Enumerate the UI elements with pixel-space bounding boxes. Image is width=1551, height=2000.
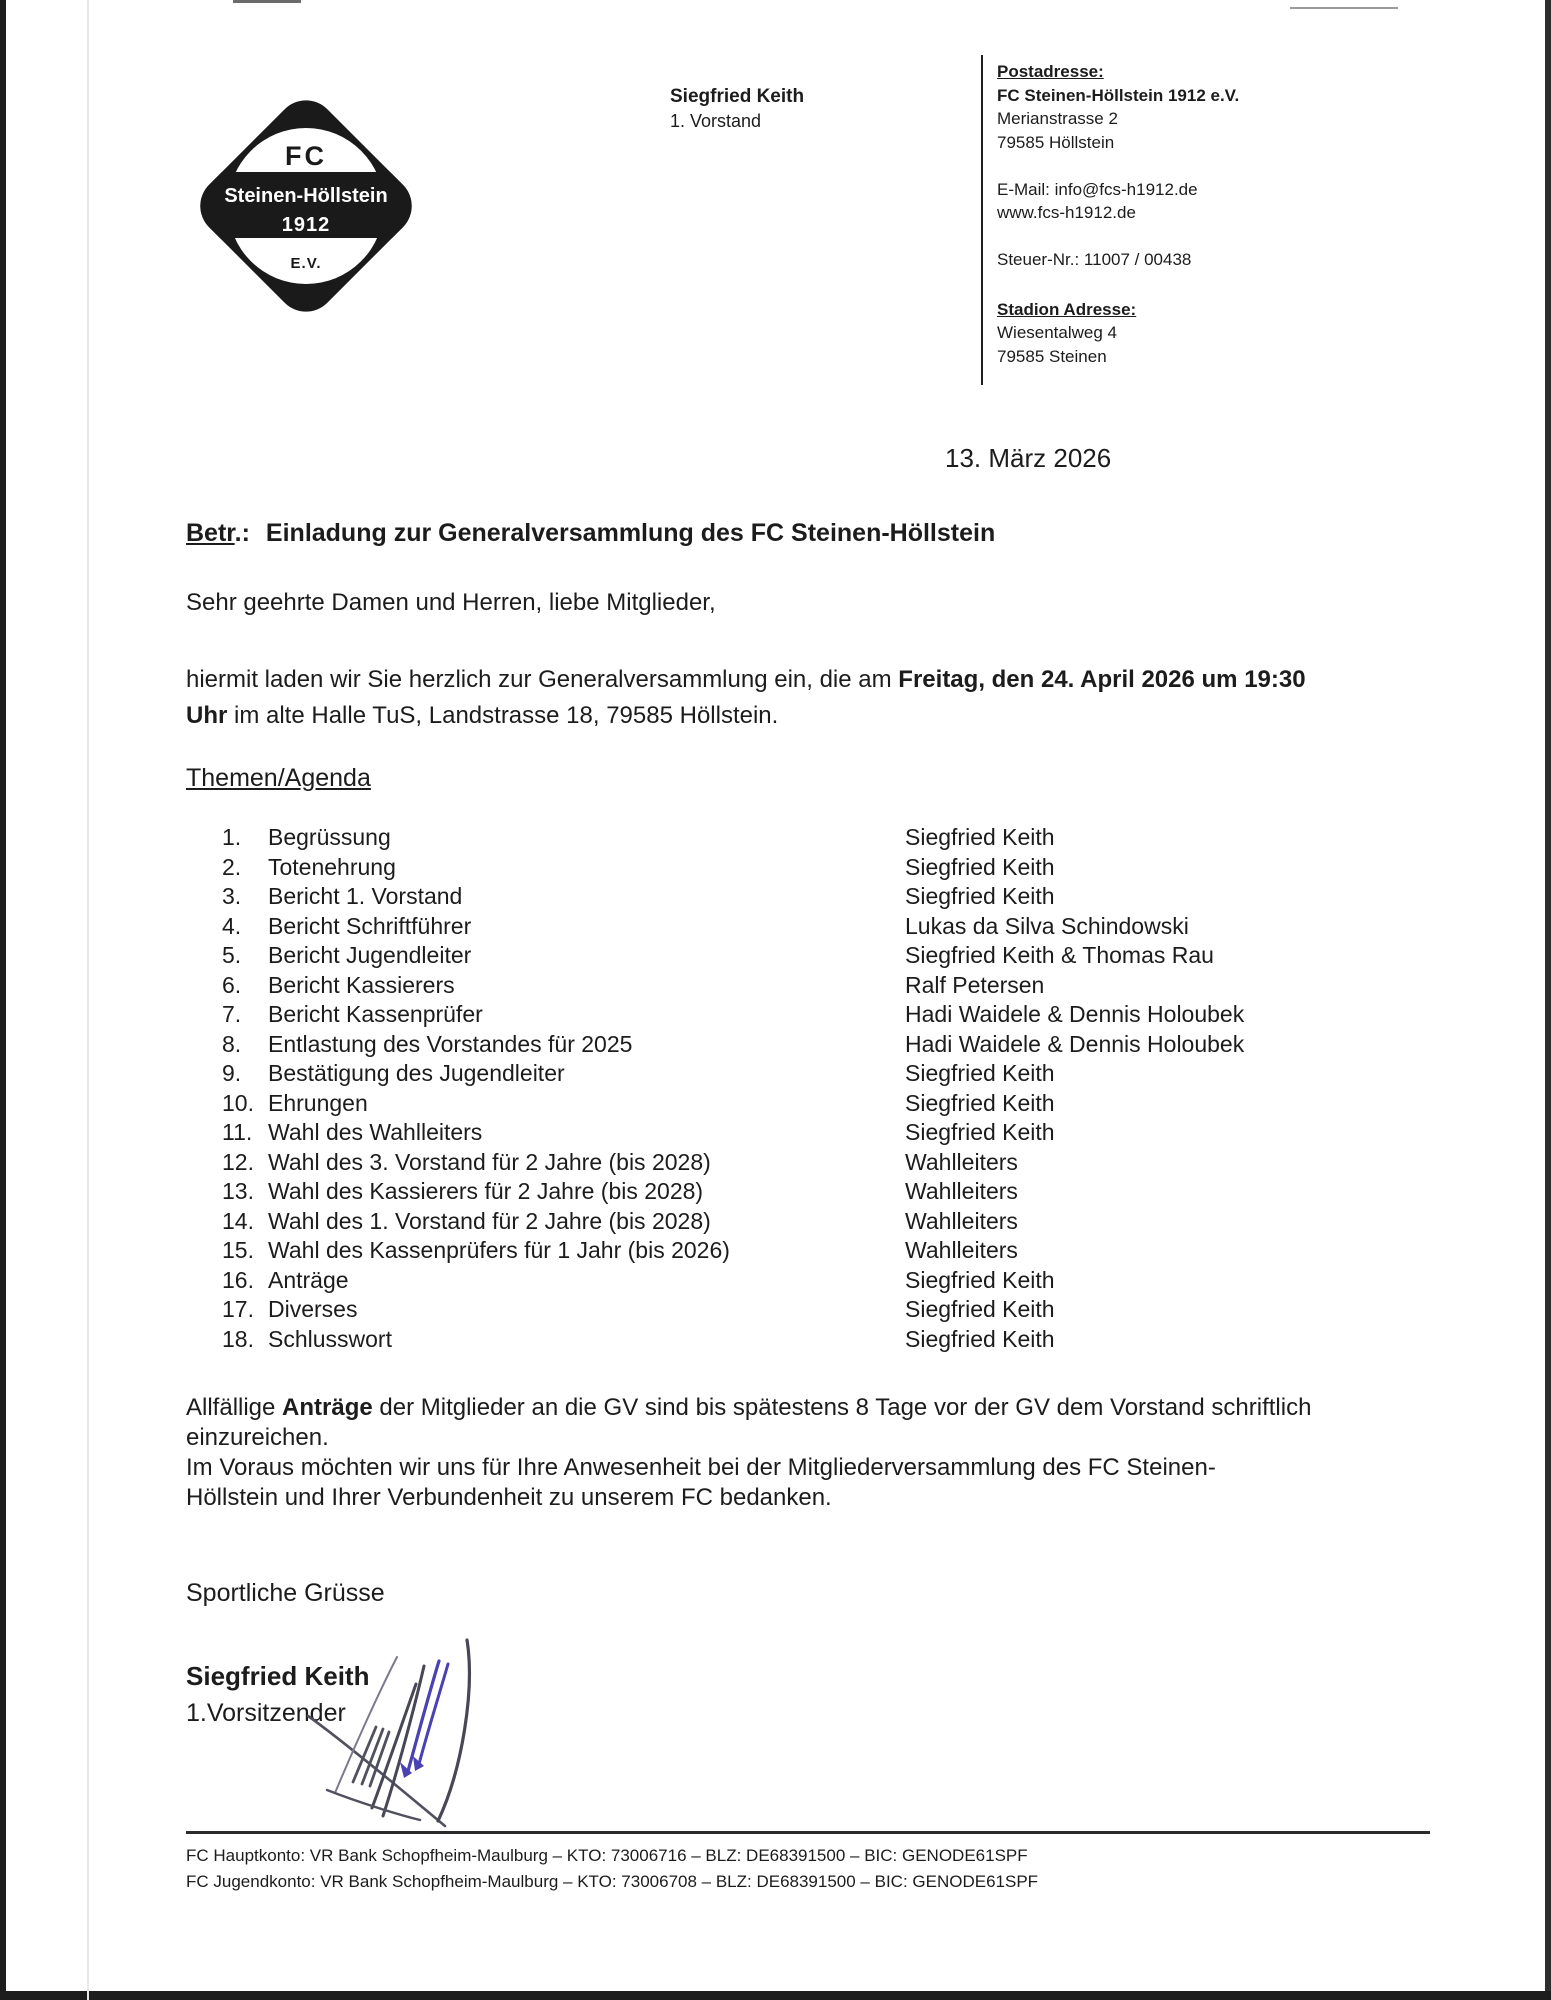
agenda-row [222, 1089, 1422, 1119]
postal-city: 79585 Höllstein [997, 132, 1115, 152]
notes-line-4: Höllstein und Ihrer Verbundenheit zu unserem FC bedanken. [186, 1484, 832, 1511]
sender-name: Siegfried Keith [670, 86, 805, 107]
agenda-presenter: Siegfried Keith [905, 1089, 1055, 1116]
agenda-number: 10. [222, 1089, 254, 1116]
agenda-row [222, 853, 1422, 883]
logo-year: 1912 [281, 214, 331, 236]
agenda-number: 15. [222, 1237, 254, 1263]
agenda-presenter: Wahlleiters [905, 1178, 1018, 1204]
agenda-topic: Bericht Kassierers [268, 971, 455, 998]
intro-line-1 [186, 662, 1486, 698]
agenda-presenter: Siegfried Keith [905, 1119, 1055, 1145]
agenda-topic: Totenehrung [268, 853, 396, 880]
agenda-topic: Anträge [268, 1266, 349, 1293]
letter-date: 13. März 2026 [945, 443, 1112, 473]
salutation: Sehr geehrte Damen und Herren, liebe Mitglieder, [186, 589, 716, 616]
notes-text: der Mitglieder an die GV sind bis spätestens 8 Tage vor der GV dem Vorstand schriftlich [372, 1394, 1312, 1421]
address-divider-line [981, 55, 983, 385]
address-block [997, 60, 1317, 368]
closing-greeting: Sportliche Grüsse [186, 1579, 385, 1607]
agenda-row [222, 882, 1422, 912]
agenda-presenter: Siegfried Keith [905, 883, 1055, 909]
subject-text: Einladung zur Generalversammlung des FC Steinen-Höllstein [265, 519, 996, 547]
footer-rule [186, 1831, 1430, 1834]
intro-paragraph [186, 662, 1486, 733]
notes-line-1 [186, 1393, 1506, 1423]
agenda-topic: Wahl des Kassierers für 2 Jahre (bis 2028) [268, 1178, 704, 1204]
agenda-row [222, 1266, 1422, 1296]
agenda-row [222, 1030, 1422, 1060]
tax-number: Steuer-Nr.: 11007 / 00438 [997, 250, 1192, 269]
agenda-topic: Ehrungen [268, 1089, 368, 1116]
bank-footer [186, 1843, 1038, 1895]
agenda-row [222, 1207, 1422, 1237]
agenda-row [222, 1118, 1422, 1148]
subject-line [186, 519, 995, 548]
agenda-row [222, 1325, 1422, 1355]
postal-email: E-Mail: info@fcs-h1912.de [997, 179, 1198, 199]
postal-web: www.fcs-h1912.de [997, 203, 1136, 222]
intro-line-2 [186, 698, 1486, 734]
agenda-presenter: Ralf Petersen [905, 971, 1045, 998]
agenda-row [222, 823, 1422, 853]
agenda-heading: Themen/Agenda [186, 764, 371, 792]
scan-edge-left [0, 0, 6, 2000]
agenda-number: 17. [222, 1296, 254, 1322]
bank-account-youth: FC Jugendkonto: VR Bank Schopfheim-Maulburg – KTO: 73006708 – BLZ: DE68391500 – BIC: GENODE61SPF [186, 1872, 1039, 1891]
agenda-presenter: Wahlleiters [905, 1148, 1018, 1175]
agenda-presenter: Siegfried Keith [905, 824, 1055, 850]
sender-block [670, 84, 804, 134]
agenda-topic: Bericht Kassenprüfer [268, 1001, 483, 1027]
meeting-datetime: Freitag, den 24. April 2026 um 19:30 [898, 666, 1306, 693]
scan-edge-right [1545, 0, 1551, 2000]
agenda-row [222, 912, 1422, 942]
agenda-topic: Bestätigung des Jugendleiter [268, 1060, 565, 1086]
sender-role: 1. Vorstand [670, 111, 762, 131]
bank-account-main: FC Hauptkonto: VR Bank Schopfheim-Maulburg – KTO: 73006716 – BLZ: DE68391500 – BIC: GENODE61SPF [186, 1846, 1028, 1865]
agenda-topic: Begrüssung [268, 824, 391, 850]
agenda-topic: Entlastung des Vorstandes für 2025 [268, 1030, 633, 1057]
agenda-topic: Wahl des 3. Vorstand für 2 Jahre (bis 2028) [268, 1148, 711, 1175]
scan-artifact [233, 0, 301, 3]
agenda-presenter: Siegfried Keith [905, 1296, 1055, 1322]
agenda-number: 7. [222, 1001, 242, 1027]
agenda-number: 8. [222, 1030, 242, 1057]
agenda-number: 11. [222, 1119, 253, 1145]
agenda-topic: Schlusswort [268, 1325, 392, 1352]
club-logo [188, 88, 424, 324]
postal-org: FC Steinen-Höllstein 1912 e.V. [997, 85, 1240, 105]
agenda-number: 16. [222, 1266, 254, 1293]
agenda-row [222, 1000, 1422, 1030]
agenda-presenter: Siegfried Keith [905, 1060, 1055, 1086]
notes-line-2: einzureichen. [186, 1424, 329, 1451]
subject-label: Betr [186, 519, 235, 547]
agenda-number: 4. [222, 912, 242, 939]
agenda-row [222, 1148, 1422, 1178]
agenda-number: 2. [222, 853, 242, 880]
scan-artifact [1290, 7, 1398, 9]
agenda-presenter: Siegfried Keith [905, 1266, 1055, 1293]
postal-address-heading: Postadresse: [997, 62, 1104, 81]
logo-fc-text: FC [285, 141, 327, 171]
agenda-row [222, 1236, 1422, 1266]
meeting-datetime-cont: Uhr [186, 701, 228, 729]
notes-antraege: Anträge [282, 1394, 373, 1421]
agenda-presenter: Wahlleiters [905, 1207, 1018, 1234]
agenda-list [222, 823, 1422, 1354]
intro-text: hiermit laden wir Sie herzlich zur Generalversammlung ein, die am [186, 666, 899, 693]
notes-line-3: Im Voraus möchten wir uns für Ihre Anwesenheit bei der Mitgliederversammlung des FC Steinen- [186, 1454, 1216, 1481]
agenda-row [222, 941, 1422, 971]
notes-paragraph [186, 1393, 1506, 1513]
agenda-number: 6. [222, 971, 242, 998]
logo-ev-text: E.V. [290, 255, 322, 272]
agenda-presenter: Hadi Waidele & Dennis Holoubek [905, 1001, 1245, 1027]
stadium-city: 79585 Steinen [997, 346, 1107, 366]
agenda-number: 1. [222, 824, 242, 850]
agenda-number: 5. [222, 942, 242, 968]
agenda-row [222, 1059, 1422, 1089]
notes-text: Allfällige [186, 1394, 283, 1421]
agenda-topic: Wahl des 1. Vorstand für 2 Jahre (bis 2028) [268, 1207, 711, 1234]
agenda-row [222, 971, 1422, 1001]
subject-punct: .: [234, 519, 250, 547]
agenda-presenter: Hadi Waidele & Dennis Holoubek [905, 1030, 1245, 1057]
agenda-topic: Wahl des Wahlleiters [268, 1119, 483, 1145]
agenda-presenter: Siegfried Keith [905, 853, 1055, 880]
agenda-topic: Diverses [268, 1296, 358, 1322]
agenda-presenter: Wahlleiters [905, 1237, 1018, 1263]
agenda-presenter: Lukas da Silva Schindowski [905, 912, 1189, 939]
agenda-topic: Bericht 1. Vorstand [268, 883, 463, 909]
agenda-number: 12. [222, 1148, 254, 1175]
scan-edge-bottom [0, 1991, 1551, 2000]
agenda-topic: Bericht Jugendleiter [268, 942, 472, 968]
agenda-number: 13. [222, 1178, 254, 1204]
agenda-row [222, 1177, 1422, 1207]
agenda-topic: Bericht Schriftführer [268, 912, 472, 939]
signer-name: Siegfried Keith [186, 1661, 370, 1691]
postal-street: Merianstrasse 2 [997, 109, 1118, 128]
handwritten-signature [300, 1630, 500, 1840]
signer-role: 1.Vorsitzender [186, 1699, 346, 1727]
agenda-topic: Wahl des Kassenprüfers für 1 Jahr (bis 2026) [268, 1237, 730, 1263]
agenda-row [222, 1295, 1422, 1325]
agenda-presenter: Siegfried Keith & Thomas Rau [905, 942, 1214, 968]
meeting-location: im alte Halle TuS, Landstrasse 18, 79585 Höllstein. [227, 701, 779, 729]
agenda-number: 14. [222, 1207, 254, 1234]
stadium-street: Wiesentalweg 4 [997, 323, 1118, 342]
agenda-presenter: Siegfried Keith [905, 1325, 1055, 1352]
agenda-number: 18. [222, 1325, 254, 1352]
agenda-number: 9. [222, 1060, 242, 1086]
agenda-number: 3. [222, 883, 242, 909]
stadium-address-heading: Stadion Adresse: [997, 299, 1137, 319]
logo-club-name: Steinen-Höllstein [224, 185, 388, 207]
paper-edge-line [87, 0, 89, 2000]
